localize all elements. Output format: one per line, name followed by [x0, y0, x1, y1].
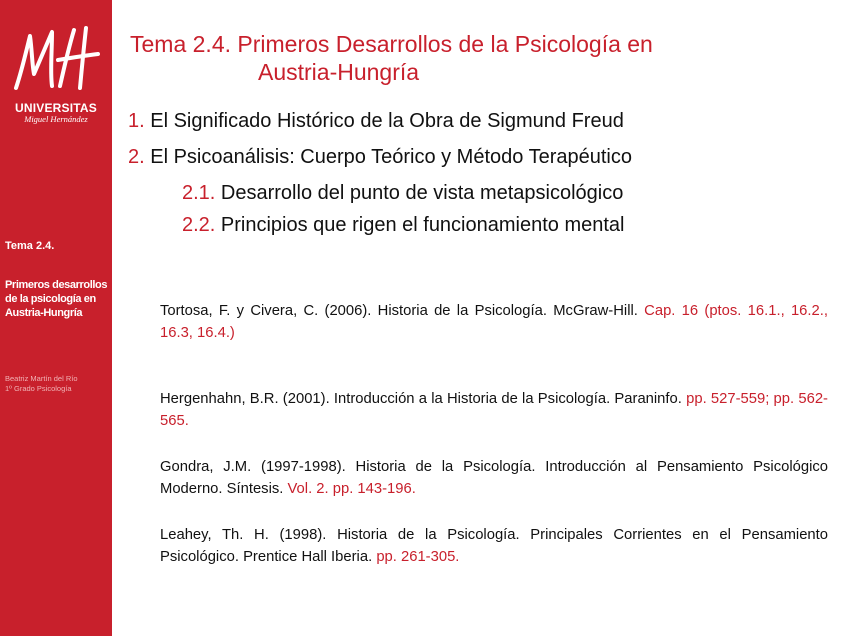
outline-text: El Significado Histórico de la Obra de Sigmund Freud — [150, 110, 624, 132]
sidebar-credits — [5, 374, 109, 394]
outline-item — [128, 108, 838, 144]
reference-pages: Cap. 16 (ptos. 16.1., 16.2., 16.3, 16.4.) — [160, 303, 828, 341]
reference-text: Gondra, J.M. (1997-1998). Historia de la Psicología. Introducción al Pensamiento Psicológico Moderno. Síntesis. — [160, 459, 828, 497]
reference-text: Hergenhahn, B.R. (2001). Introducción a la Historia de la Psicología. Paraninfo. — [160, 391, 682, 407]
outline-number: 2.2. — [182, 214, 216, 236]
page-title — [130, 30, 830, 86]
reference-item — [160, 456, 828, 500]
reference-item — [160, 524, 828, 568]
sidebar-topic: Tema 2.4. — [5, 240, 55, 252]
outline-text: El Psicoanálisis: Cuerpo Teórico y Método Terapéutico — [150, 146, 632, 168]
reference-pages: pp. 527-559; pp. 562-565. — [160, 391, 828, 429]
reference-text: Tortosa, F. y Civera, C. (2006). Historia de la Psicología. McGraw-Hill. — [160, 303, 638, 319]
university-subname: Miguel Hernández — [24, 114, 88, 124]
title-line-2: Austria-Hungría — [258, 59, 420, 85]
sidebar-topic-description: Primeros desarrollos de la psicología en Austria-Hungría — [5, 279, 108, 319]
reference-pages: Vol. 2. pp. 143-196. — [287, 481, 416, 497]
course-name: 1º Grado Psicología — [5, 384, 72, 393]
reference-pages: pp. 261-305. — [376, 549, 460, 565]
outline-item — [128, 144, 838, 180]
topic-outline — [128, 108, 838, 244]
outline-number: 2.1. — [182, 182, 216, 204]
title-line-1: Tema 2.4. Primeros Desarrollos de la Psicología en — [130, 31, 653, 57]
reference-item — [160, 300, 828, 344]
outline-subitem — [128, 180, 838, 212]
university-name: UNIVERSITAS — [15, 101, 97, 115]
university-logo — [8, 22, 104, 94]
reference-text: Leahey, Th. H. (1998). Historia de la Psicología. Principales Corrientes en el Pensamiento Psicológico. Prentice Hall Iberia. — [160, 527, 828, 565]
reference-item — [160, 388, 828, 432]
outline-text: Principios que rigen el funcionamiento mental — [220, 214, 625, 236]
author-name: Beatriz Martín del Río — [5, 374, 78, 383]
outline-text: Desarrollo del punto de vista metapsicológico — [220, 182, 624, 204]
outline-number: 1. — [128, 110, 145, 132]
outline-number: 2. — [128, 146, 145, 168]
sidebar — [0, 0, 112, 636]
outline-subitem — [128, 212, 838, 244]
